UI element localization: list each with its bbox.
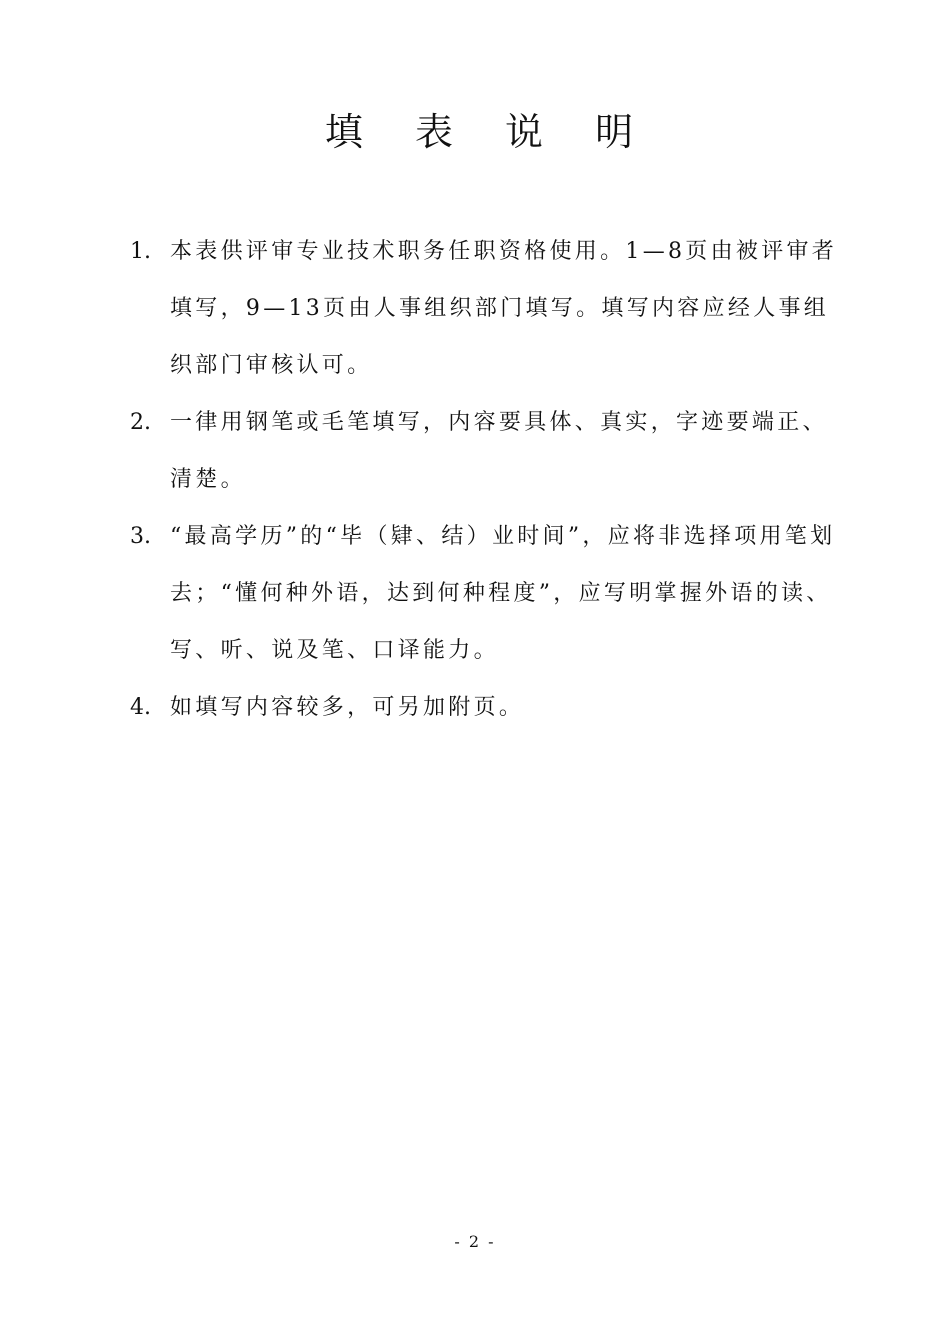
instruction-item-2 <box>130 394 850 508</box>
instruction-item-4 <box>130 679 850 736</box>
item-number: 1. <box>130 239 151 264</box>
item-number: 4. <box>130 695 151 720</box>
page-title: 填 表 说 明 <box>324 110 654 154</box>
instruction-item-1 <box>130 223 850 394</box>
page-number: - 2 - <box>454 1232 496 1251</box>
instruction-item-3 <box>130 508 850 679</box>
item-text: 本表供评审专业技术职务任职资格使用。1—8页由被评审者填写，9—13页由人事组织部门填写。填写内容应经人事组织部门审核认可。 <box>170 239 838 378</box>
instruction-list <box>130 223 850 736</box>
item-number: 2. <box>130 410 151 435</box>
item-number: 3. <box>130 524 151 549</box>
item-text: 如填写内容较多，可另加附页。 <box>170 695 525 720</box>
item-text: 一律用钢笔或毛笔填写，内容要具体、真实，字迹要端正、清楚。 <box>170 410 828 492</box>
item-text: “最高学历”的“毕（肄、结）业时间”，应将非选择项用笔划去；“懂何种外语，达到何种程度”，应写明掌握外语的读、写、听、说及笔、口译能力。 <box>170 524 836 663</box>
